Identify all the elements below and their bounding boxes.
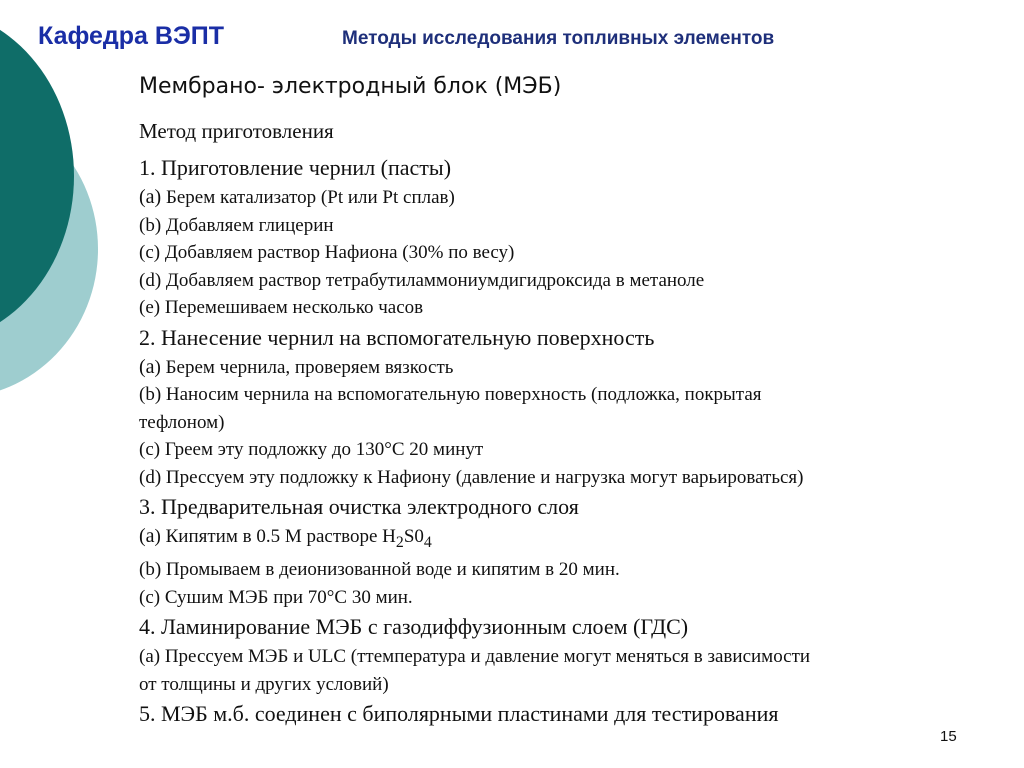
step-2-item-b-line2: тефлоном) <box>139 411 225 433</box>
step-4-item-a-line1: (a) Прессуем МЭБ и ULC (ттемпература и давление могут меняться в зависимости <box>139 646 811 668</box>
section-heading: Мембрано- электродный блок (МЭБ) <box>139 74 562 99</box>
step-2-item-b-line1: (b) Наносим чернила на вспомогательную поверхность (подложка, покрытая <box>139 384 762 405</box>
item-a-prefix: (a <box>139 355 155 378</box>
item-a-text: ) Берем чернила, проверяем вязкость <box>154 356 454 378</box>
subscript-4: 4 <box>423 533 432 551</box>
step-1-item-d: (d) Добавляем раствор тетрабутиламмониумдигидроксида в метаноле <box>139 269 705 291</box>
page-number: 15 <box>940 728 957 745</box>
step-5-title: 5. МЭБ м.б. соединен с биполярными пластинами для тестирования <box>139 701 779 727</box>
step-3-title: 3. Предварительная очистка электродного слоя <box>139 494 579 519</box>
step-1-item-a <box>139 184 959 212</box>
subscript-2: 2 <box>395 533 404 551</box>
item-a-prefix: (a <box>139 525 155 547</box>
step-2-item-a <box>139 354 959 382</box>
item-a-prefix: (a) <box>139 186 162 208</box>
formula-middle: S0 <box>403 526 424 547</box>
slide-body <box>139 116 959 730</box>
method-subheading: Метод приготовления <box>139 119 334 143</box>
step-3-item-c: (c) Сушим МЭБ при 70°C 30 мин. <box>139 586 413 608</box>
slide-title: Методы исследования топливных элементов <box>342 28 775 49</box>
step-4-item-a-line2: от толщины и других условий) <box>139 673 389 695</box>
item-a-text: ) Кипятим в 0.5 M растворе H <box>154 526 396 547</box>
item-a-text: Берем катализатор (Pt или Pt сплав) <box>161 187 455 208</box>
step-1-item-c: (c) Добавляем раствор Нафиона (30% по весу) <box>139 242 515 263</box>
step-4-title: 4. Ламинирование МЭБ с газодиффузионным слоем (ГДС) <box>139 614 689 640</box>
step-2-item-c: (c) Греем эту подложку до 130°C 20 минут <box>139 439 484 460</box>
step-2-title: 2. Нанесение чернил на вспомогательную поверхность <box>139 324 655 350</box>
step-3-item-b: (b) Промываем в деионизованной воде и кипятим в 20 мин. <box>139 559 620 581</box>
department-name: Кафедра ВЭПТ <box>38 22 224 50</box>
step-1-item-e: (e) Перемешиваем несколько часов <box>139 297 424 318</box>
step-1-title: 1. Приготовление чернил (пасты) <box>139 155 452 180</box>
step-3-item-a <box>139 523 959 556</box>
step-1-item-b: (b) Добавляем глицерин <box>139 214 334 236</box>
step-2-item-d: (d) Прессуем эту подложку к Нафиону (давление и нагрузка могут варьироваться) <box>139 466 804 488</box>
